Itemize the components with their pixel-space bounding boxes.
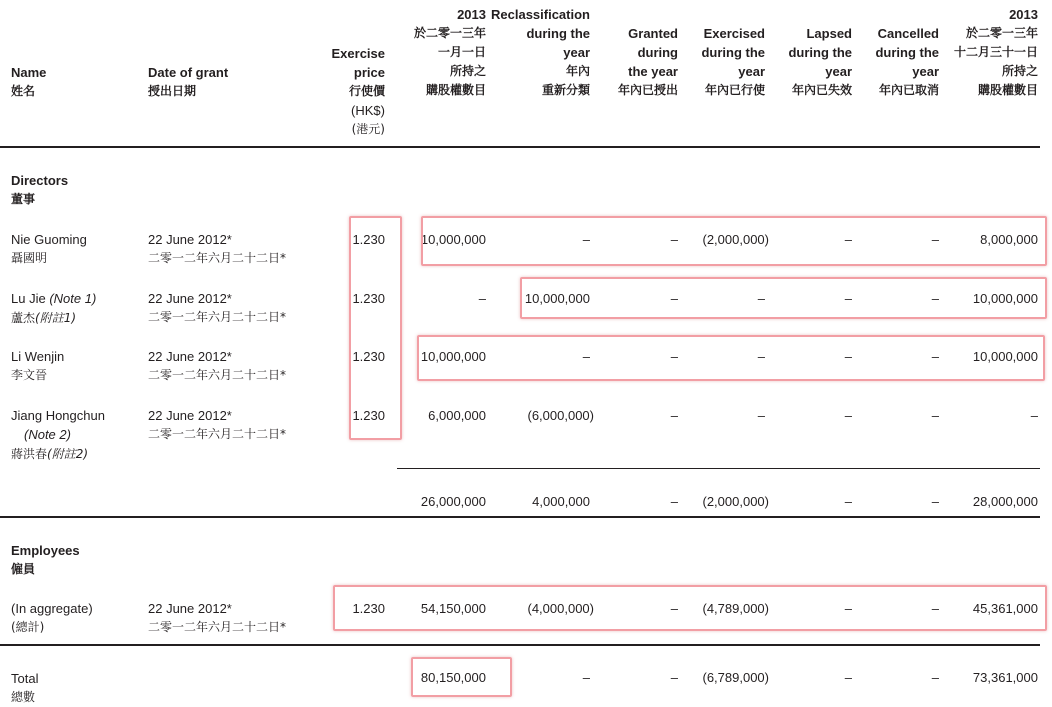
start-balance-cell: –	[478, 291, 486, 306]
end-balance-cell: 10,000,000	[972, 291, 1038, 306]
subtotal-rule	[397, 468, 1040, 469]
exercise-price-cell: 1.230	[352, 408, 385, 423]
section-employees: Employees 僱員	[11, 543, 80, 576]
highlight-lu-row	[520, 277, 1047, 319]
start-balance-cell: 10,000,000	[420, 349, 486, 364]
director-name: Lu Jie (Note 1) 蘆杰(附註1)	[11, 291, 97, 325]
directors-end-rule	[0, 516, 1040, 518]
exercised-cell: (2,000,000)	[702, 494, 769, 509]
highlight-exercise-price	[349, 216, 402, 440]
grant-date: 22 June 2012* 二零一二年六月二十二日*	[148, 601, 287, 634]
header-start-balance: 2013 於二零一三年 一月一日 所持之 購股權數目	[413, 7, 486, 97]
end-balance-cell: 10,000,000	[972, 349, 1038, 364]
end-balance-cell: 28,000,000	[972, 494, 1038, 509]
end-balance-cell: 8,000,000	[980, 232, 1038, 247]
reclassification-cell: –	[582, 670, 590, 685]
header-cancelled: Cancelled during the year 年內已取消	[875, 26, 939, 97]
start-balance-cell: 10,000,000	[420, 232, 486, 247]
header-lapsed: Lapsed during the year 年內已失效	[788, 26, 852, 97]
lapsed-cell: –	[844, 291, 852, 306]
exercised-cell: –	[757, 291, 765, 306]
exercise-price-cell: 1.230	[352, 601, 385, 616]
header-name: Name 姓名	[11, 65, 47, 98]
reclassification-cell: –	[582, 349, 590, 364]
cancelled-cell: –	[931, 408, 939, 423]
header-granted: Granted during the year 年內已授出	[617, 26, 678, 97]
lapsed-cell: –	[844, 494, 852, 509]
start-balance-cell: 54,150,000	[420, 601, 486, 616]
end-balance-cell: 73,361,000	[972, 670, 1038, 685]
granted-cell: –	[670, 232, 678, 247]
highlight-li-row	[417, 335, 1045, 381]
header-rule	[0, 146, 1040, 148]
granted-cell: –	[670, 601, 678, 616]
section-directors: Directors 董事	[11, 173, 69, 206]
granted-cell: –	[670, 408, 678, 423]
granted-cell: –	[670, 670, 678, 685]
exercise-price-cell: 1.230	[352, 291, 385, 306]
start-balance-cell: 26,000,000	[420, 494, 486, 509]
exercised-cell: (2,000,000)	[702, 232, 769, 247]
director-name: Nie Guoming 聶國明	[11, 232, 87, 265]
cancelled-cell: –	[931, 291, 939, 306]
end-balance-cell: 45,361,000	[972, 601, 1038, 616]
end-balance-cell: –	[1030, 408, 1038, 423]
cancelled-cell: –	[931, 670, 939, 685]
grant-date: 22 June 2012* 二零一二年六月二十二日*	[148, 291, 287, 324]
exercised-cell: –	[757, 408, 765, 423]
cancelled-cell: –	[931, 349, 939, 364]
header-exercise-price: Exercise price 行使價 (HK$) (港元)	[331, 46, 385, 136]
lapsed-cell: –	[844, 601, 852, 616]
lapsed-cell: –	[844, 349, 852, 364]
highlight-total-start	[411, 657, 512, 697]
cancelled-cell: –	[931, 232, 939, 247]
reclassification-cell: (6,000,000)	[527, 408, 594, 423]
reclassification-cell: 4,000,000	[532, 494, 590, 509]
reclassification-cell: 10,000,000	[524, 291, 590, 306]
header-end-balance: 2013 於二零一三年 十二月三十一日 所持之 購股權數目	[953, 7, 1038, 97]
lapsed-cell: –	[844, 232, 852, 247]
employees-end-rule	[0, 644, 1040, 646]
exercised-cell: –	[757, 349, 765, 364]
cancelled-cell: –	[931, 601, 939, 616]
lapsed-cell: –	[844, 408, 852, 423]
start-balance-cell: 80,150,000	[420, 670, 486, 685]
grant-date: 22 June 2012* 二零一二年六月二十二日*	[148, 349, 287, 382]
cancelled-cell: –	[931, 494, 939, 509]
header-exercised: Exercised during the year 年內已行使	[701, 26, 765, 97]
reclassification-cell: –	[582, 232, 590, 247]
lapsed-cell: –	[844, 670, 852, 685]
grant-date: 22 June 2012* 二零一二年六月二十二日*	[148, 232, 287, 265]
exercised-cell: (4,789,000)	[702, 601, 769, 616]
director-name: Jiang Hongchun (Note 2) 蔣洪春(附註2)	[11, 408, 105, 461]
granted-cell: –	[670, 349, 678, 364]
header-date-of-grant: Date of grant 授出日期	[148, 65, 229, 98]
reclassification-cell: (4,000,000)	[527, 601, 594, 616]
grant-date: 22 June 2012* 二零一二年六月二十二日*	[148, 408, 287, 441]
granted-cell: –	[670, 494, 678, 509]
highlight-employees-row	[333, 585, 1047, 631]
exercise-price-cell: 1.230	[352, 232, 385, 247]
start-balance-cell: 6,000,000	[428, 408, 486, 423]
employee-name: (In aggregate) (總計)	[11, 601, 93, 634]
header-reclassification: Reclassification during the year 年內 重新分類	[491, 7, 590, 97]
exercise-price-cell: 1.230	[352, 349, 385, 364]
highlight-nie-row	[421, 216, 1047, 266]
granted-cell: –	[670, 291, 678, 306]
total-label: Total 總數	[11, 671, 39, 704]
director-name: Li Wenjin 李文晉	[11, 349, 65, 382]
exercised-cell: (6,789,000)	[702, 670, 769, 685]
